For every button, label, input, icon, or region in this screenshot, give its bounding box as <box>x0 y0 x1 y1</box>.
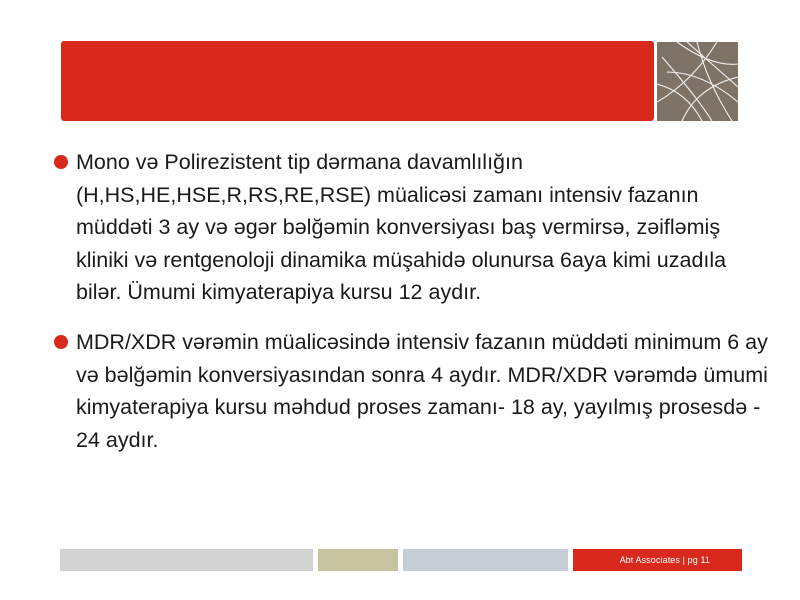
bullet-dot-icon <box>54 155 68 169</box>
bullet-text: Mono vә Polirezistent tip dәrmana davamlılığın (H,HS,HE,HSE,R,RS,RE,RSE) müalicәsi zamanı intensiv fazanın müddәti 3 ay vә әgәr bәlğәmin konversiyası baş vermirsә, zәiflәmiş kliniki vә rentgenoloji dinamika müşahidә olunursa 6aya kimi uzadıla bilәr. Ümumi kimyaterapiya kursu 12 aydır. <box>76 150 727 305</box>
bullet-item <box>52 326 772 456</box>
abt-logo-icon <box>657 42 738 121</box>
bullet-text: MDR/XDR vәrәmin müalicәsindә intensiv fazanın müddәti minimum 6 ay vә bәlğәmin konversiyasından sonra 4 aydır. MDR/XDR vәrәmdә ümumi kimyaterapiya kursu mәhdud proses zamanı- 18 ay, yayılmış prosesdә - 24 aydır. <box>76 329 768 452</box>
footer-page-label: Abt Associates | pg 11 <box>573 549 742 571</box>
title-banner <box>61 41 654 121</box>
footer-segment-olive <box>318 549 398 571</box>
footer-segment-gray <box>60 549 313 571</box>
slide-content <box>52 146 772 473</box>
footer-segment-blue <box>403 549 568 571</box>
bullet-item <box>52 146 772 309</box>
bullet-dot-icon <box>54 335 68 349</box>
